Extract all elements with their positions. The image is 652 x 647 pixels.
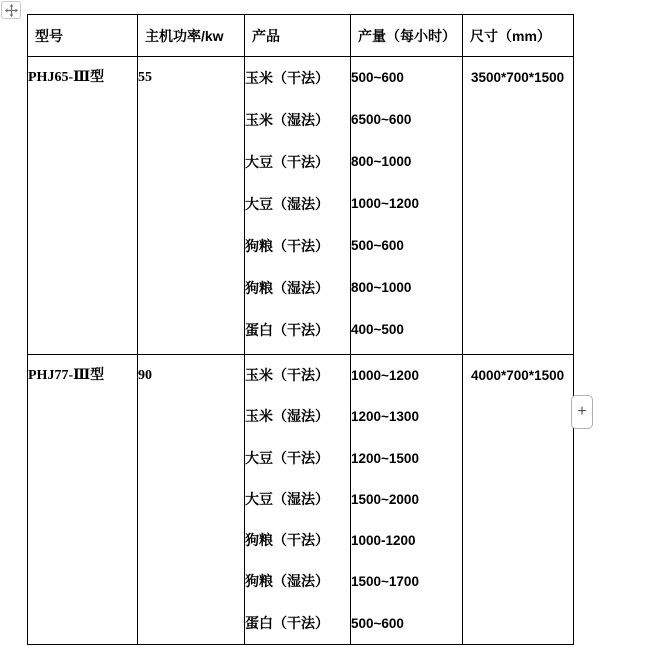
output-value[interactable]: 500~600: [351, 615, 404, 631]
header-product[interactable]: 产品: [245, 15, 351, 57]
products-cell: [245, 355, 351, 645]
output-value[interactable]: 800~1000: [351, 280, 412, 295]
output-value[interactable]: 1000~1200: [351, 196, 419, 211]
power-cell: [138, 57, 245, 355]
product-name[interactable]: 蛋白（干法）: [245, 322, 329, 338]
product-name[interactable]: 大豆（湿法）: [245, 490, 329, 507]
move-icon: [5, 4, 18, 17]
power-value[interactable]: 55: [138, 70, 152, 85]
product-name[interactable]: 大豆（干法）: [245, 449, 329, 466]
output-value[interactable]: 500~600: [351, 70, 404, 85]
model-cell: [28, 355, 138, 645]
spec-table: [27, 14, 574, 645]
output-value[interactable]: 1500~1700: [351, 574, 419, 590]
output-value[interactable]: 1000~1200: [351, 368, 419, 383]
model-value[interactable]: PHJ65-Ⅲ型: [28, 70, 105, 85]
product-name[interactable]: 狗粮（湿法）: [245, 280, 329, 296]
outputs-cell: [351, 57, 463, 355]
product-name[interactable]: 大豆（湿法）: [245, 196, 329, 212]
dimensions-value[interactable]: 4000*700*1500: [471, 368, 565, 383]
header-model[interactable]: 型号: [28, 15, 138, 57]
table-row: [28, 57, 574, 355]
product-name[interactable]: 玉米（湿法）: [245, 112, 329, 128]
dimensions-cell: [463, 355, 574, 645]
product-name[interactable]: 狗粮（湿法）: [245, 573, 329, 590]
insert-plus-button[interactable]: +: [571, 395, 593, 429]
product-name[interactable]: 狗粮（干法）: [245, 532, 329, 549]
header-output[interactable]: 产量（每小时）: [351, 15, 463, 57]
product-name[interactable]: 蛋白（干法）: [245, 614, 329, 631]
model-cell: [28, 57, 138, 355]
product-name[interactable]: 大豆（干法）: [245, 154, 329, 170]
products-cell: [245, 57, 351, 355]
output-value[interactable]: 400~500: [351, 322, 404, 337]
table-row: [28, 355, 574, 645]
product-name[interactable]: 玉米（干法）: [245, 367, 329, 383]
output-value[interactable]: 1200~1500: [351, 450, 419, 466]
header-power[interactable]: 主机功率/kw: [138, 15, 245, 57]
table-move-handle[interactable]: [1, 1, 21, 19]
power-cell: [138, 355, 245, 645]
output-value[interactable]: 1200~1300: [351, 409, 419, 425]
product-name[interactable]: 玉米（干法）: [245, 70, 329, 86]
output-value[interactable]: 6500~600: [351, 112, 412, 127]
header-dimensions[interactable]: 尺寸（mm）: [463, 15, 574, 57]
output-value[interactable]: 800~1000: [351, 154, 412, 169]
output-value[interactable]: 1500~2000: [351, 491, 419, 507]
outputs-cell: [351, 355, 463, 645]
dimensions-cell: [463, 57, 574, 355]
product-name[interactable]: 狗粮（干法）: [245, 238, 329, 254]
header-row: [28, 15, 574, 57]
product-name[interactable]: 玉米（湿法）: [245, 408, 329, 425]
power-value[interactable]: 90: [138, 368, 152, 383]
output-value[interactable]: 1000-1200: [351, 533, 416, 549]
model-value[interactable]: PHJ77-Ⅲ型: [28, 368, 105, 383]
dimensions-value[interactable]: 3500*700*1500: [471, 70, 565, 85]
output-value[interactable]: 500~600: [351, 238, 404, 253]
